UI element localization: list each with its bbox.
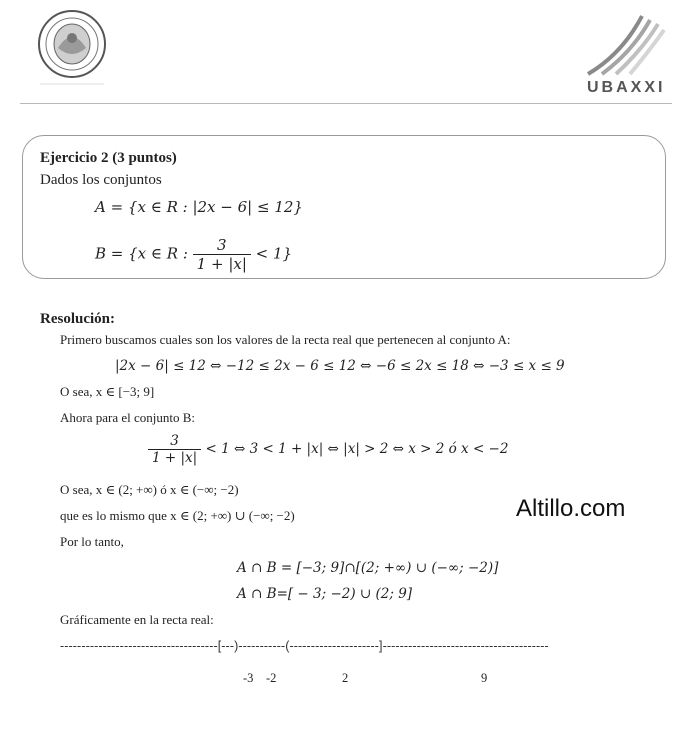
resolution-line-11: Gráficamente en la recta real: [60, 612, 214, 627]
resolution-line-3: O sea, x ∈ [−3; 9] [60, 384, 155, 399]
set-b-left: B = {x ∈ R : [95, 244, 188, 263]
line5-fraction [148, 433, 201, 466]
intersection-result: A ∩ B=[ − 3; −2) ∪ (2; 9] [237, 586, 413, 602]
resolution-line-6: O sea, x ∈ (2; +∞) ó x ∈ (−∞; −2) [60, 482, 239, 497]
inequality-chain-b [148, 433, 508, 466]
header-divider [20, 103, 672, 104]
set-b-denominator: 1 + |x| [193, 254, 251, 273]
line5-denominator: 1 + |x| [148, 449, 201, 466]
resolution-line-7: que es lo mismo que x ∈ (2; +∞) ∪ (−∞; −2) [60, 508, 295, 523]
ubaxxi-logo-text: UBAXXI [587, 79, 666, 96]
tick-label: 9 [481, 671, 488, 685]
tick-label: -2 [266, 671, 277, 685]
set-b-right: < 1} [255, 244, 293, 263]
set-b-definition [95, 236, 292, 273]
number-line: -------------------------------------[---)-----------(---------------------]--------------------------------------- [60, 639, 549, 653]
watermark-text: Altillo.com [516, 495, 626, 522]
set-a-definition: A = {x ∈ R : |2x − 6| ≤ 12} [95, 198, 303, 216]
set-b-fraction [193, 236, 251, 273]
exercise-intro: Dados los conjuntos [40, 172, 162, 188]
inequality-chain-a: |2x − 6| ≤ 12 ⇔ −12 ≤ 2x − 6 ≤ 12 ⇔ −6 ≤ 2x ≤ 18 ⇔ −3 ≤ x ≤ 9 [115, 358, 565, 374]
tick-label: 2 [342, 671, 349, 685]
resolution-line-4: Ahora para el conjunto B: [60, 410, 196, 425]
line5-rest: < 1 ⇔ 3 < 1 + |x| ⇔ |x| > 2 ⇔ x > 2 ó x < −2 [205, 441, 509, 457]
ubaxxi-swoosh-logo [582, 14, 666, 76]
line5-numerator: 3 [170, 433, 179, 449]
intersection-expression: A ∩ B = [−3; 9]∩[(2; +∞) ∪ (−∞; −2)] [237, 560, 499, 576]
exercise-title: Ejercicio 2 (3 puntos) [40, 150, 177, 166]
resolution-line-8: Por lo tanto, [60, 534, 124, 549]
set-b-numerator: 3 [217, 236, 227, 254]
university-seal-logo [36, 8, 108, 86]
resolution-line-1: Primero buscamos cuales son los valores de la recta real que pertenecen al conjunto A: [60, 332, 511, 347]
resolution-title: Resolución: [40, 311, 115, 327]
tick-label: -3 [243, 671, 254, 685]
